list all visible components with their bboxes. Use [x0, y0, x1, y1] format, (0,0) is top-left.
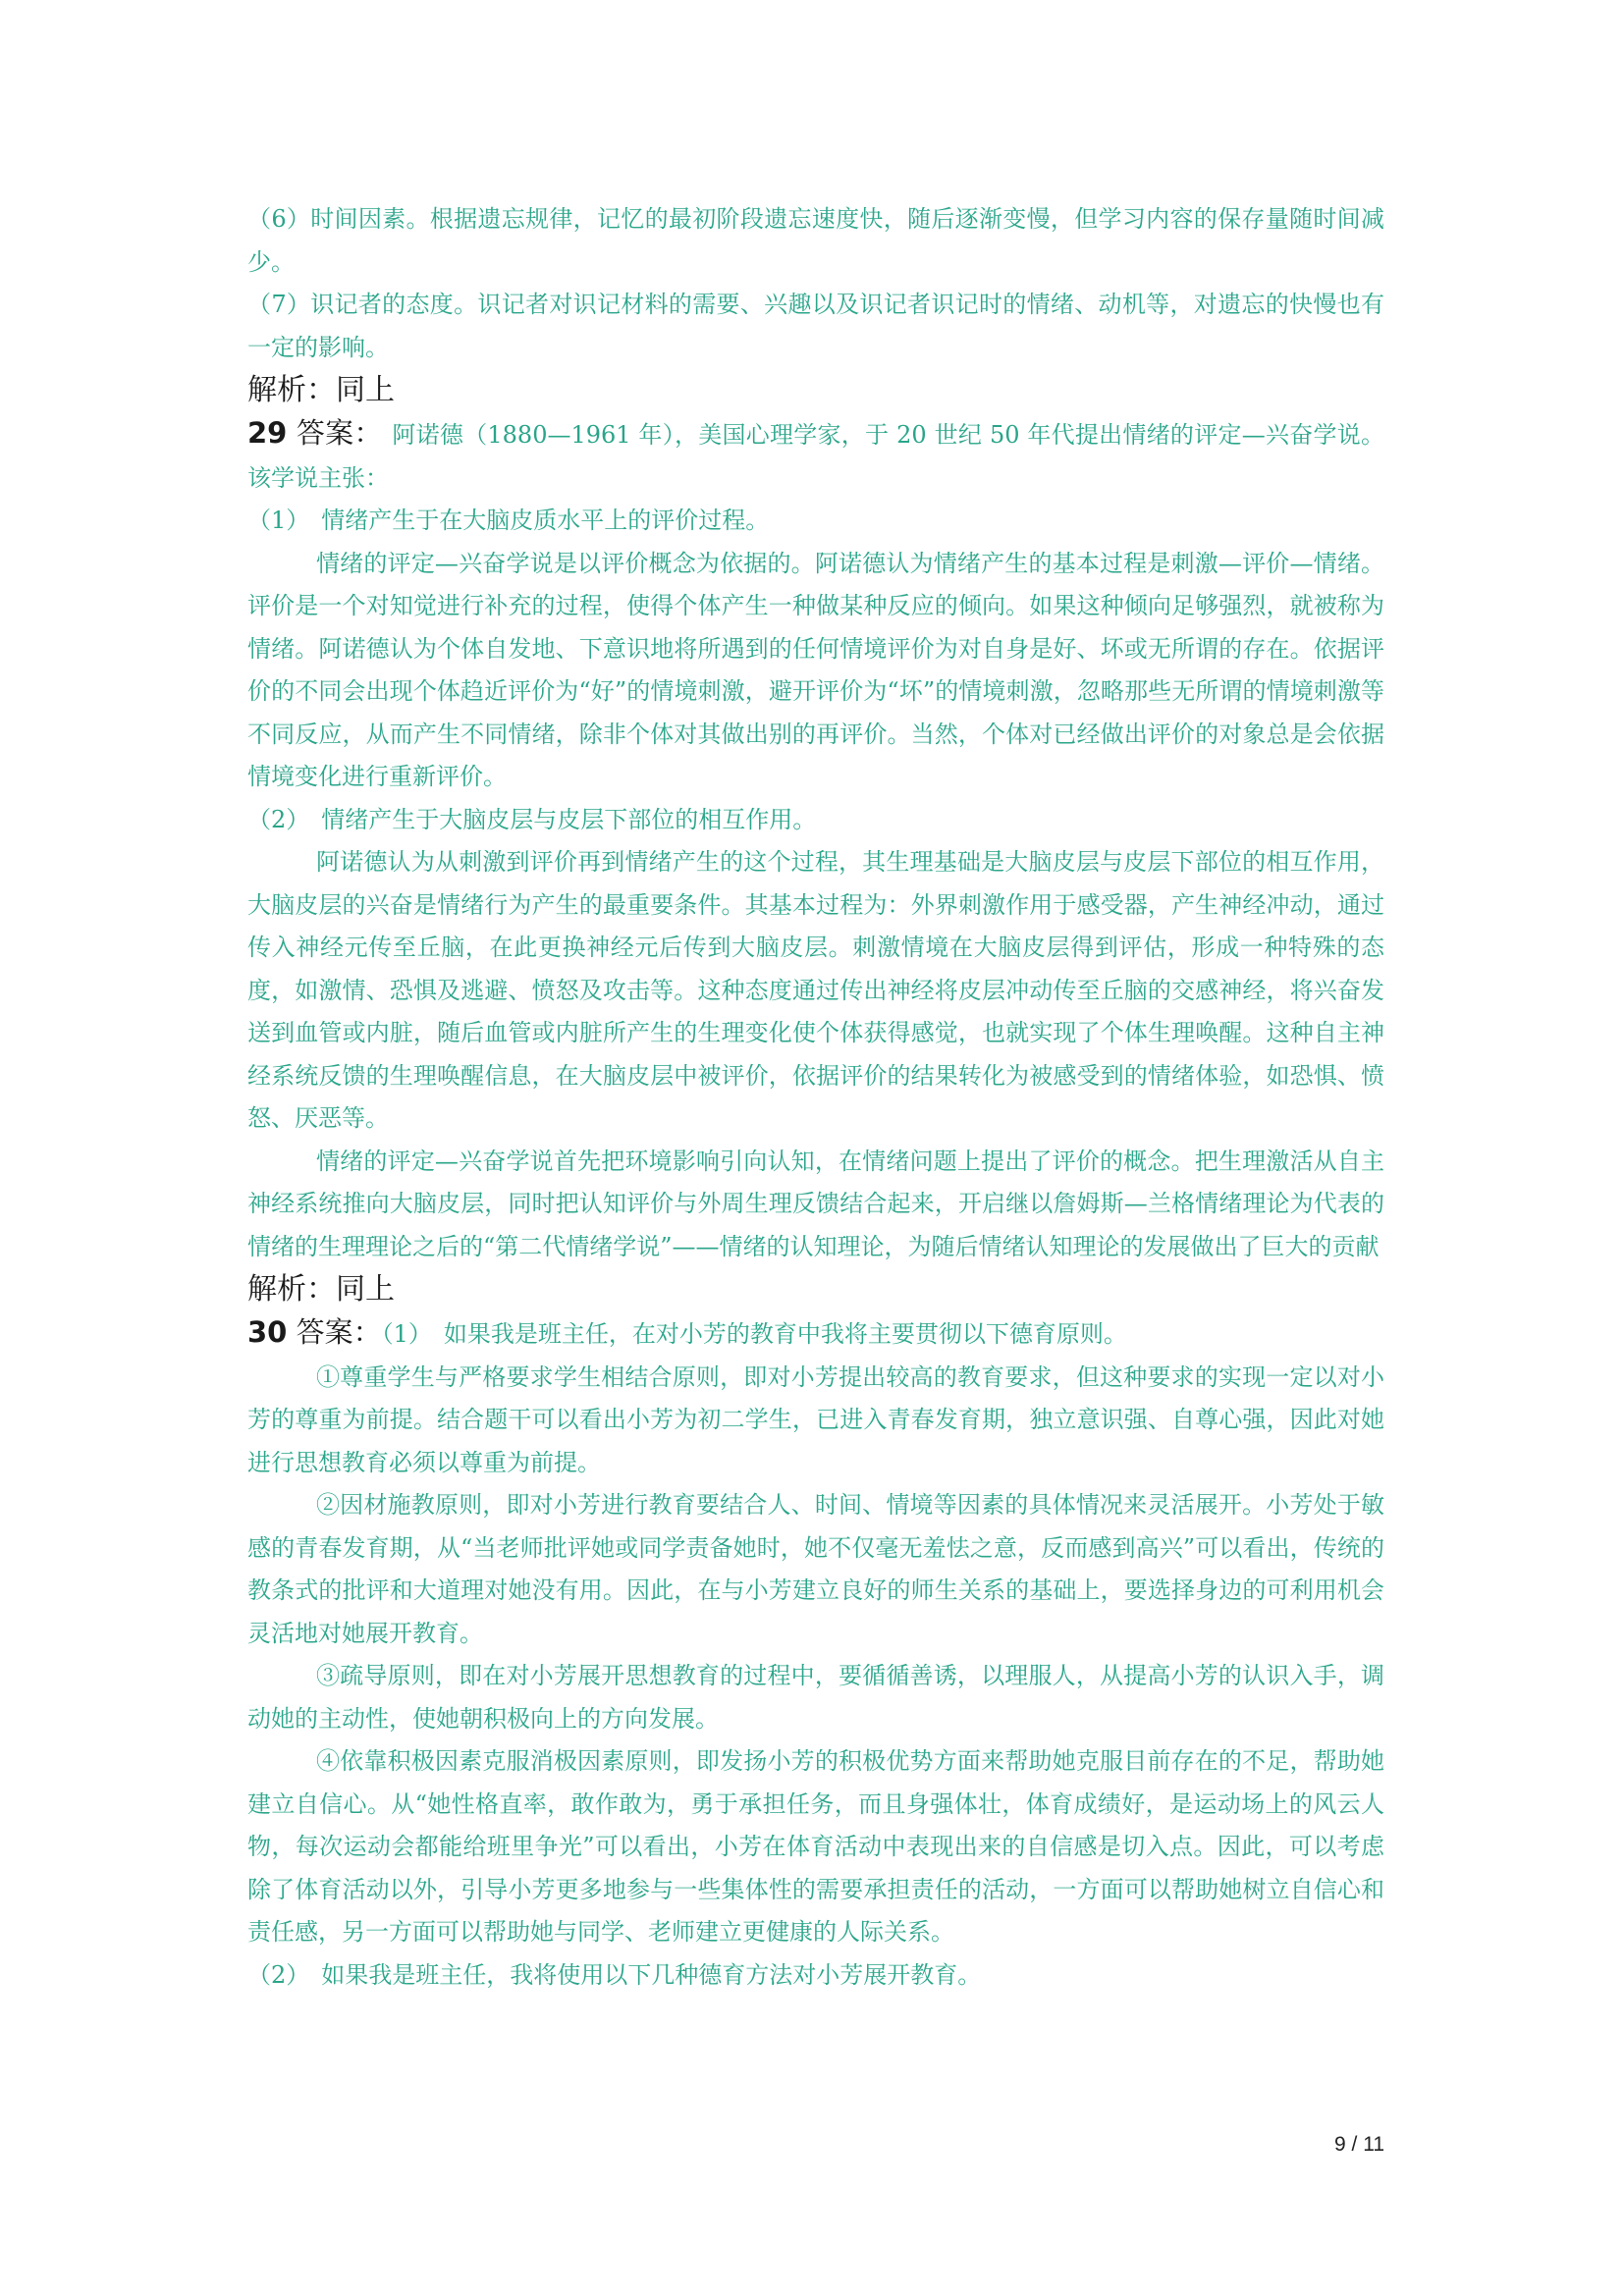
- page-number: 9 / 11: [1334, 2133, 1384, 2156]
- body-paragraph: 情绪的评定—兴奋学说首先把环境影响引向认知，在情绪问题上提出了评价的概念。把生理激活从自主神经系统推向大脑皮层，同时把认知评价与外周生理反馈结合起来，开启继以詹姆斯—兰格情绪理论为代表的情绪的生理理论之后的“第二代情绪学说”——情绪的认知理论，为随后情绪认知理论的发展做出了巨大的贡献: [247, 1147, 1384, 1260]
- list-paragraph: （2） 情绪产生于大脑皮层与皮层下部位的相互作用。: [247, 805, 817, 833]
- answer-paragraph: [247, 1311, 1384, 1357]
- analysis-heading: 解析：同上: [247, 373, 395, 407]
- answer-text: 阿诺德（1880—1961 年），美国心理学家，于 20 世纪 50 年代提出情绪的评定—兴奋学说。该学说主张：: [247, 421, 1384, 492]
- answer-label: 答案：: [287, 1315, 382, 1349]
- body-paragraph: 阿诺德认为从刺激到评价再到情绪产生的这个过程，其生理基础是大脑皮层与皮层下部位的相互作用，大脑皮层的兴奋是情绪行为产生的最重要条件。其基本过程为：外界刺激作用于感受器，产生神经冲动，通过传入神经元传至丘脑，在此更换神经元后传到大脑皮层。刺激情境在大脑皮层得到评估，形成一种特殊的态度，如激情、恐惧及逃避、愤怒及攻击等。这种态度通过传出神经将皮层冲动传至丘脑的交感神经，将兴奋发送到血管或内脏，随后血管或内脏所产生的生理变化使个体获得感觉，也就实现了个体生理唤醒。这种自主神经系统反馈的生理唤醒信息，在大脑皮层中被评价，依据评价的结果转化为被感受到的情绪体验，如恐惧、愤怒、厌恶等。: [247, 848, 1384, 1132]
- analysis-heading: 解析：同上: [247, 1272, 395, 1307]
- document-body: [247, 198, 1384, 1997]
- body-paragraph: ④依靠积极因素克服消极因素原则，即发扬小芳的积极优势方面来帮助她克服目前存在的不足，帮助她建立自信心。从“她性格直率，敢作敢为，勇于承担任务，而且身强体壮，体育成绩好，是运动场上的风云人物，每次运动会都能给班里争光”可以看出，小芳在体育活动中表现出来的自信感是切入点。因此，可以考虑除了体育活动以外，引导小芳更多地参与一些集体性的需要承担责任的活动，一方面可以帮助她树立自信心和责任感，另一方面可以帮助她与同学、老师建立更健康的人际关系。: [247, 1747, 1384, 1946]
- answer-text: （1） 如果我是班主任，在对小芳的教育中我将主要贯彻以下德育原则。: [381, 1320, 1127, 1348]
- body-paragraph: ③疏导原则，即在对小芳展开思想教育的过程中，要循循善诱，以理服人，从提高小芳的认识入手，调动她的主动性，使她朝积极向上的方向发展。: [247, 1662, 1384, 1733]
- body-paragraph: ①尊重学生与严格要求学生相结合原则，即对小芳提出较高的教育要求，但这种要求的实现一定以对小芳的尊重为前提。结合题干可以看出小芳为初二学生，已进入青春发育期，独立意识强、自尊心强，因此对她进行思想教育必须以尊重为前提。: [247, 1362, 1384, 1476]
- body-paragraph: ②因材施教原则，即对小芳进行教育要结合人、时间、情境等因素的具体情况来灵活展开。小芳处于敏感的青春发育期，从“当老师批评她或同学责备她时，她不仅毫无羞怯之意，反而感到高兴”可以看出，传统的教条式的批评和大道理对她没有用。因此，在与小芳建立良好的师生关系的基础上，要选择身边的可利用机会灵活地对她展开教育。: [247, 1491, 1384, 1647]
- list-paragraph: （1） 情绪产生于在大脑皮质水平上的评价过程。: [247, 507, 770, 534]
- question-number: 30: [247, 1315, 288, 1349]
- list-paragraph: （2） 如果我是班主任，我将使用以下几种德育方法对小芳展开教育。: [247, 1960, 982, 1989]
- answer-paragraph: [247, 412, 1384, 500]
- list-paragraph: （6）时间因素。根据遗忘规律，记忆的最初阶段遗忘速度快，随后逐渐变慢，但学习内容的保存量随时间减少。: [247, 205, 1384, 276]
- body-paragraph: 情绪的评定—兴奋学说是以评价概念为依据的。阿诺德认为情绪产生的基本过程是刺激—评价—情绪。评价是一个对知觉进行补充的过程，使得个体产生一种做某种反应的倾向。如果这种倾向足够强烈，就被称为情绪。阿诺德认为个体自发地、下意识地将所遇到的任何情境评价为对自身是好、坏或无所谓的存在。依据评价的不同会出现个体趋近评价为“好”的情境刺激，避开评价为“坏”的情境刺激，忽略那些无所谓的情境刺激等不同反应，从而产生不同情绪，除非个体对其做出别的再评价。当然，个体对已经做出评价的对象总是会依据情境变化进行重新评价。: [247, 549, 1384, 790]
- question-number: 29: [247, 416, 288, 450]
- list-paragraph: （7）识记者的态度。识记者对识记材料的需要、兴趣以及识记者识记时的情绪、动机等，对遗忘的快慢也有一定的影响。: [247, 291, 1384, 361]
- answer-label: 答案：: [287, 416, 369, 450]
